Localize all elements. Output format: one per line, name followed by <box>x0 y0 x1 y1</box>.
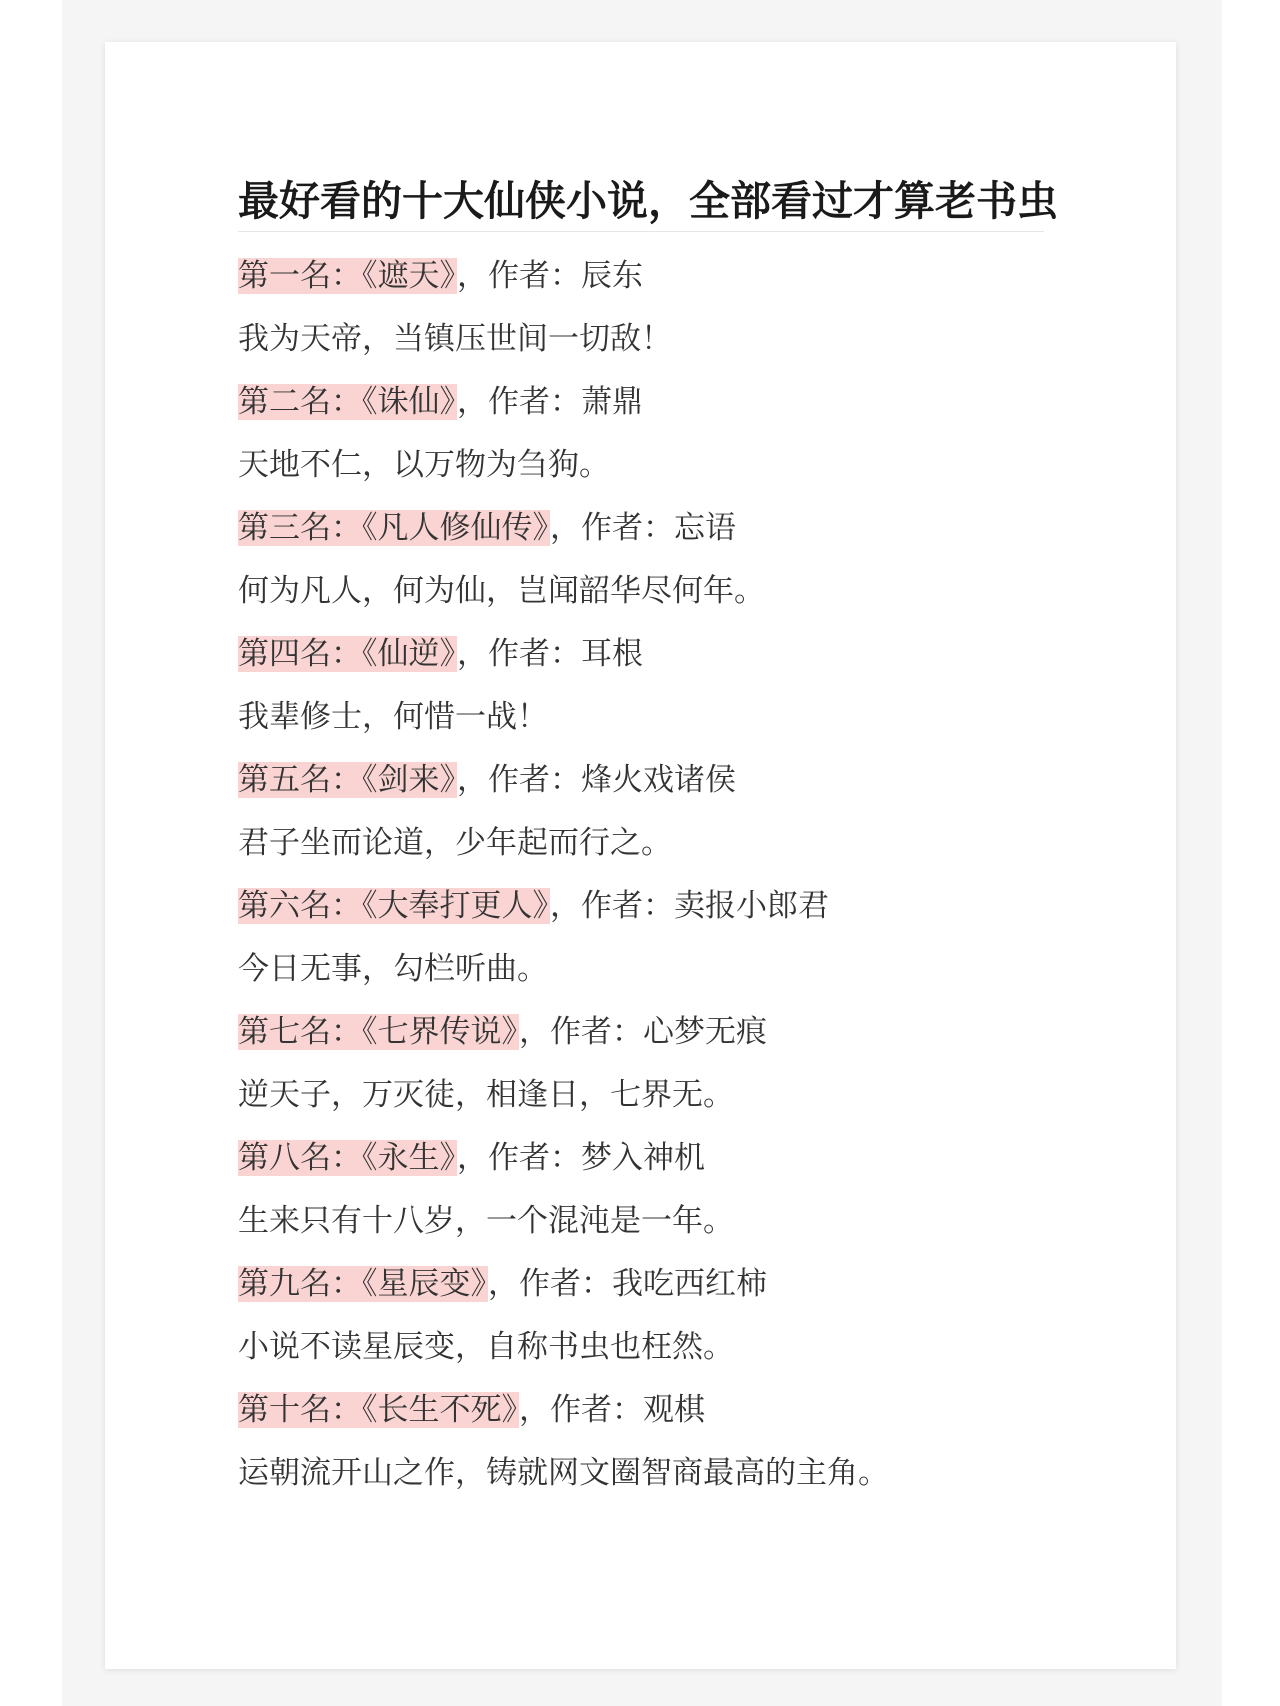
book-title: 《七界传说》 <box>362 1014 517 1050</box>
book-title: 《剑来》 <box>362 762 455 798</box>
quote-line: 何为凡人，何为仙，岂闻韶华尽何年。 <box>238 573 765 609</box>
author-label: ，作者： <box>457 636 581 672</box>
author-label: ，作者： <box>519 1392 643 1428</box>
ranking-line <box>238 1265 1138 1328</box>
quote-line: 君子坐而论道，少年起而行之。 <box>238 825 672 861</box>
rank-label: 第一名： <box>238 258 362 294</box>
author-label: ，作者： <box>457 384 581 420</box>
ranking-list <box>238 257 1138 1517</box>
list-item <box>238 509 1138 635</box>
author-name: 萧鼎 <box>581 384 643 420</box>
author-label: ，作者： <box>550 888 674 924</box>
book-title: 《长生不死》 <box>362 1392 517 1428</box>
book-title: 《诛仙》 <box>362 384 455 420</box>
book-title: 《永生》 <box>362 1140 455 1176</box>
ranking-line <box>238 1139 1138 1202</box>
quote-line: 我辈修士，何惜一战！ <box>238 699 548 735</box>
author-label: ，作者： <box>519 1014 643 1050</box>
rank-label: 第六名： <box>238 888 362 924</box>
author-name: 卖报小郎君 <box>674 888 829 924</box>
author-name: 心梦无痕 <box>643 1014 767 1050</box>
book-title: 《仙逆》 <box>362 636 455 672</box>
author-label: ，作者： <box>457 762 581 798</box>
highlighted-rank-title <box>238 384 457 420</box>
ranking-line <box>238 383 1138 446</box>
highlighted-rank-title <box>238 636 457 672</box>
ranking-line <box>238 887 1138 950</box>
author-name: 梦入神机 <box>581 1140 705 1176</box>
ranking-line <box>238 257 1138 320</box>
list-item <box>238 1265 1138 1391</box>
ranking-line <box>238 509 1138 572</box>
book-title: 《大奉打更人》 <box>362 888 548 924</box>
highlighted-rank-title <box>238 1392 519 1428</box>
author-label: ，作者： <box>457 1140 581 1176</box>
rank-label: 第四名： <box>238 636 362 672</box>
author-name: 忘语 <box>674 510 736 546</box>
author-name: 辰东 <box>581 258 643 294</box>
article-title: 最好看的十大仙侠小说，全部看过才算老书虫 <box>238 177 1058 225</box>
highlighted-rank-title <box>238 1140 457 1176</box>
author-label: ，作者： <box>550 510 674 546</box>
highlighted-rank-title <box>238 762 457 798</box>
rank-label: 第三名： <box>238 510 362 546</box>
rank-label: 第五名： <box>238 762 362 798</box>
author-label: ，作者： <box>457 258 581 294</box>
quote-line: 生来只有十八岁，一个混沌是一年。 <box>238 1203 734 1239</box>
quote-line: 小说不读星辰变，自称书虫也枉然。 <box>238 1329 734 1365</box>
list-item <box>238 257 1138 383</box>
title-divider <box>238 231 1044 232</box>
quote-line: 运朝流开山之作，铸就网文圈智商最高的主角。 <box>238 1455 889 1491</box>
ranking-line <box>238 1391 1138 1454</box>
highlighted-rank-title <box>238 258 457 294</box>
rank-label: 第七名： <box>238 1014 362 1050</box>
book-title: 《遮天》 <box>362 258 455 294</box>
list-item <box>238 383 1138 509</box>
highlighted-rank-title <box>238 510 550 546</box>
author-name: 我吃西红柿 <box>612 1266 767 1302</box>
rank-label: 第九名： <box>238 1266 362 1302</box>
ranking-line <box>238 635 1138 698</box>
rank-label: 第二名： <box>238 384 362 420</box>
book-title: 《星辰变》 <box>362 1266 486 1302</box>
ranking-line <box>238 761 1138 824</box>
list-item <box>238 887 1138 1013</box>
list-item <box>238 1391 1138 1517</box>
author-name: 耳根 <box>581 636 643 672</box>
highlighted-rank-title <box>238 1266 488 1302</box>
book-title: 《凡人修仙传》 <box>362 510 548 546</box>
highlighted-rank-title <box>238 888 550 924</box>
author-name: 观棋 <box>643 1392 705 1428</box>
quote-line: 逆天子，万灭徒，相逢日，七界无。 <box>238 1077 734 1113</box>
author-name: 烽火戏诸侯 <box>581 762 736 798</box>
list-item <box>238 1013 1138 1139</box>
quote-line: 今日无事，勾栏听曲。 <box>238 951 548 987</box>
quote-line: 我为天帝，当镇压世间一切敌！ <box>238 321 672 357</box>
ranking-line <box>238 1013 1138 1076</box>
list-item <box>238 635 1138 761</box>
rank-label: 第十名： <box>238 1392 362 1428</box>
list-item <box>238 761 1138 887</box>
rank-label: 第八名： <box>238 1140 362 1176</box>
list-item <box>238 1139 1138 1265</box>
highlighted-rank-title <box>238 1014 519 1050</box>
author-label: ，作者： <box>488 1266 612 1302</box>
quote-line: 天地不仁，以万物为刍狗。 <box>238 447 610 483</box>
